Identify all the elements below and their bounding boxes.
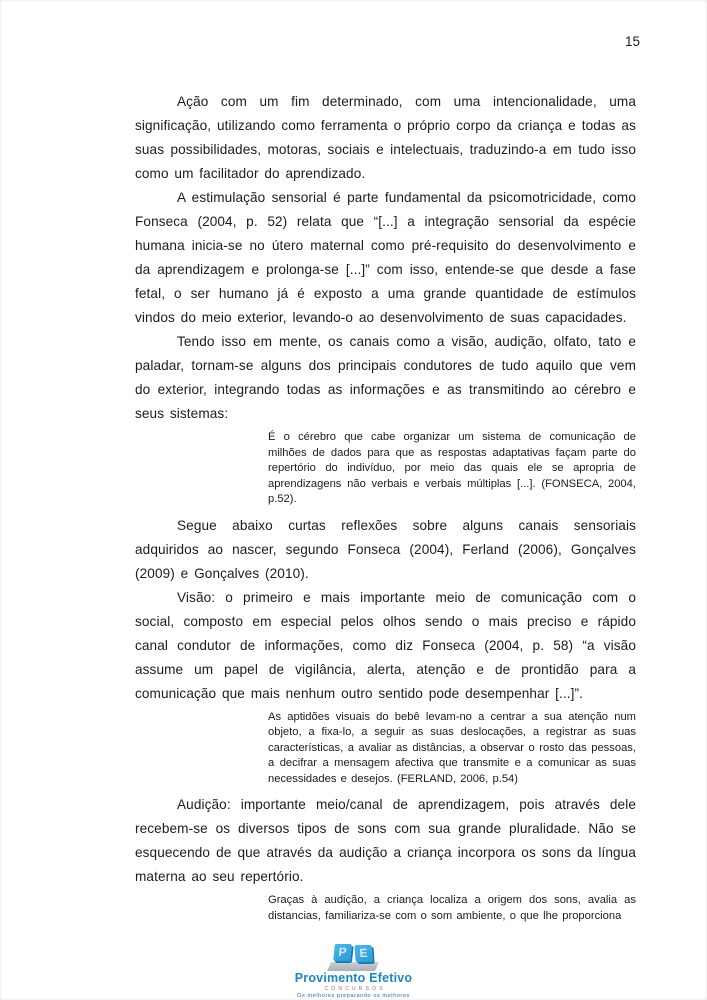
brand-tagline: Os melhores preparando os melhores bbox=[297, 993, 410, 999]
body-paragraph: Tendo isso em mente, os canais como a visão, audição, olfato, tato e paladar, tornam-se alguns dos principais condutores de tudo aquilo que vem do exterior, integrando todas as informações e as transmitindo ao cérebro e seus sistemas: bbox=[135, 334, 636, 421]
document-body bbox=[135, 90, 636, 930]
body-paragraph: Visão: o primeiro e mais importante meio de comunicação com o social, composto em especial pelos olhos sendo o mais preciso e rápido canal condutor de informações, como diz Fonseca (2004, p. 58) “a visão assume um papel de vigilância, alerta, atenção e de prontidão para a comunicação que mais nenhum outro sentido pode desempenhar [...]”. bbox=[135, 589, 636, 701]
logo-letter-p: P bbox=[333, 944, 352, 961]
pe-blocks-logo-icon bbox=[326, 941, 382, 971]
body-paragraph: Ação com um fim determinado, com uma intencionalidade, uma significação, utilizando como ferramenta o próprio corpo da criança e todas as suas possibilidades, motoras, sociais e intelectuais, traduzindo-a em tudo isso como um facilitador do aprendizado. bbox=[135, 94, 636, 181]
logo-base-slab bbox=[326, 962, 378, 971]
brand-name: Provimento Efetivo bbox=[294, 971, 413, 985]
block-quote: É o cérebro que cabe organizar um sistema de comunicação de milhões de dados para que as respostas adaptativas façam parte do repertório do indivíduo, por meio das quais ele se apropria de aprendizagens não verbais e verbais múltiplas [...]. (FONSECA, 2004, p.52). bbox=[268, 431, 636, 505]
block-quote: Graças à audição, a criança localiza a origem dos sons, avalia as distancias, familiariza-se com o som ambiente, o que lhe proporciona bbox=[268, 894, 636, 922]
body-paragraph: Segue abaixo curtas reflexões sobre alguns canais sensoriais adquiridos ao nascer, segundo Fonseca (2004), Ferland (2006), Gonçalves (2009) e Gonçalves (2010). bbox=[135, 517, 636, 581]
body-paragraph: Audição: importante meio/canal de aprendizagem, pois através dele recebem-se os diversos tipos de sons com sua grande pluralidade. Não se esquecendo de que através da audição a criança incorpora os sons da língua materna ao seu repertório. bbox=[135, 797, 636, 884]
brand-subtitle: CONCURSOS bbox=[324, 986, 386, 992]
footer-logo bbox=[0, 941, 707, 1000]
logo-letter-e: E bbox=[354, 945, 372, 962]
page-number: 15 bbox=[624, 34, 640, 49]
block-quote: As aptidões visuais do bebê levam-no a centrar a sua atenção num objeto, a fixa-lo, a seguir as suas deslocações, a registrar as suas características, a avaliar as distâncias, a observar o rosto das pessoas, a decifrar a mensagem afectiva que transmite e a comunicar as suas necessidades e desejos. (FERLAND, 2006, p.54) bbox=[268, 710, 636, 785]
body-paragraph: A estimulação sensorial é parte fundamental da psicomotricidade, como Fonseca (2004, p. 52) relata que “[...] a integração sensorial da espécie humana inicia-se no útero maternal como pré-requisito do desenvolvimento e da aprendizagem e prolonga-se [...]” com isso, entende-se que desde a fase fetal, o ser humano já é exposto a uma grande quantidade de estímulos vindos do meio exterior, levando-o ao desenvolvimento de suas capacidades. bbox=[135, 190, 636, 325]
